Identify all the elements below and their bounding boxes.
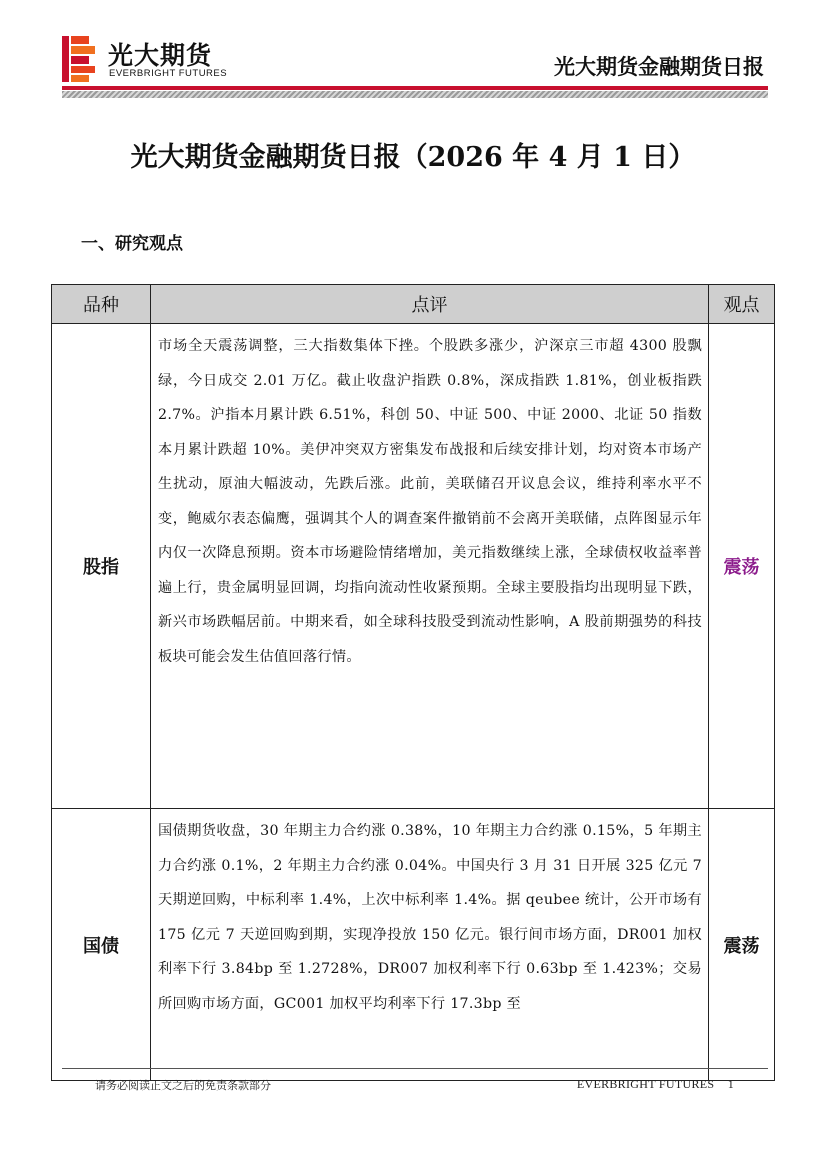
footer-disclaimer: 请务必阅读正文之后的免责条款部分 [95, 1079, 271, 1092]
variety-cell: 股指 [52, 324, 151, 809]
footer-right [577, 1077, 734, 1092]
footer-company: EVERBRIGHT FUTURES [576, 1077, 715, 1091]
logo-english-text: EVERBRIGHT FUTURES [109, 68, 228, 79]
header-rule-hatched [62, 91, 768, 98]
table-row [52, 324, 775, 809]
everbright-logo-icon [62, 36, 98, 82]
company-logo [62, 36, 242, 86]
logo-chinese-text: 光大期货 [108, 41, 213, 70]
header-rule-red [62, 86, 768, 90]
view-cell: 震荡 [709, 809, 775, 1081]
document-title: 光大期货金融期货日报（2026 年 4 月 1 日） [130, 142, 696, 173]
table-row [52, 809, 775, 1081]
section-heading: 一、研究观点 [81, 234, 183, 254]
header-view: 观点 [709, 285, 775, 324]
header-comment: 点评 [151, 285, 709, 324]
comment-cell [151, 809, 709, 1081]
table-header-row [52, 285, 775, 324]
research-view-table [51, 284, 775, 1081]
comment-cell: 市场全天震荡调整，三大指数集体下挫。个股跌多涨少，沪深京三市超 4300 股飘绿，今日成交 2.01 万亿。截止收盘沪指跌 0.8%，深成指跌 1.81%，创业板指跌 2.7%。沪指本月累计跌 6.51%，科创 50、中证 500、中证 2000、北证 50 指数本月累计跌超 10%。美伊冲突双方密集发布战报和后续安排计划，均对资本市场产生扰动，原油大幅波动，先跌后涨。此前，美联储召开议息会议，维持利率水平不变，鲍威尔表态偏鹰，强调其个人的调查案件撤销前不会离开美联储，点阵图显示年内仅一次降息预期。资本市场避险情绪增加，美元指数继续上涨，全球债权收益率普遍上行，贵金属明显回调，均指向流动性收紧预期。全球主要股指均出现明显下跌，新兴市场跌幅居前。中期来看，如全球科技股受到流动性影响，A 股前期强势的科技板块可能会发生估值回落行情。 [151, 324, 709, 809]
variety-cell: 国债 [52, 809, 151, 1081]
comment-text: 国债期货收盘，30 年期主力合约涨 0.38%，10 年期主力合约涨 0.15%，5 年期主力合约涨 0.1%，2 年期主力合约涨 0.04%。中国央行 3 月 31 日开展 325 亿元 7 天期逆回购，中标利率 1.4%，上次中标利率 1.4%。据 qeubee 统计，公开市场有 175 亿元 7 天逆回购到期，实现净投放 150 亿元。银行间市场方面，DR001 加权利率下行 3.84bp 至 1.2728%，DR007 加权利率下行 0.63bp 至 1.423%；交易所回购市场方面，GC001 加权平均利率下行 17.3bp 至 [158, 823, 702, 1012]
page-header [0, 0, 826, 110]
page-number: 1 [727, 1077, 734, 1091]
report-name: 光大期货金融期货日报 [554, 55, 764, 79]
footer-rule [62, 1068, 768, 1069]
header-variety: 品种 [52, 285, 151, 324]
view-cell: 震荡 [709, 324, 775, 809]
